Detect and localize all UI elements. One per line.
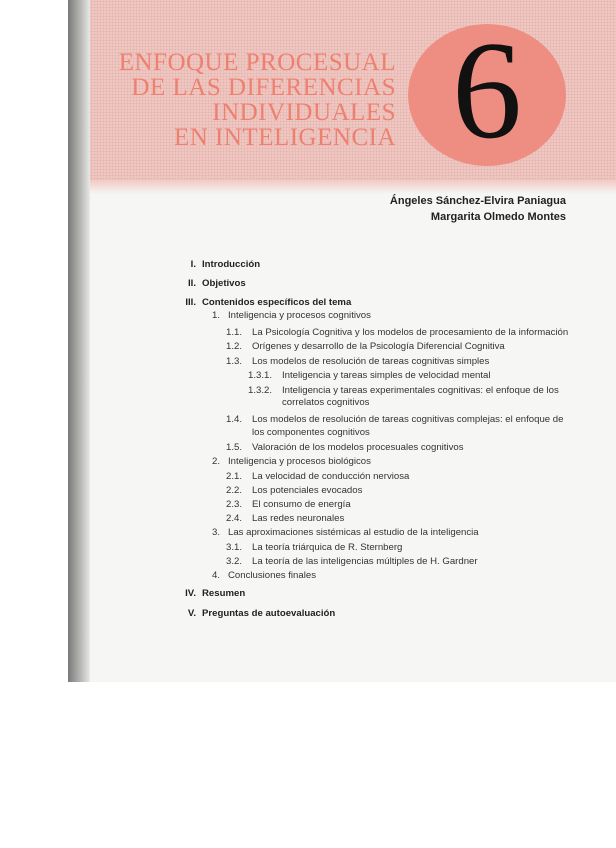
toc-item [226, 512, 344, 525]
toc-text: los componentes cognitivos [252, 427, 370, 438]
toc-number: 1.3.1. [248, 370, 273, 381]
toc-text: Orígenes y desarrollo de la Psicología Diferencial Cognitiva [252, 341, 505, 352]
toc-text: La Psicología Cognitiva y los modelos de procesamiento de la información [252, 327, 569, 338]
toc-number: 2.2. [226, 485, 243, 496]
authors-block [390, 193, 566, 225]
toc-item [226, 470, 409, 483]
toc-item [212, 309, 371, 322]
toc-item [226, 355, 489, 368]
toc-section [172, 587, 245, 600]
toc-item [226, 441, 464, 454]
toc-number: 1.2. [226, 341, 243, 352]
toc-text: El consumo de energía [252, 499, 351, 510]
toc-item [226, 541, 402, 554]
chapter-title-line: DE LAS DIFERENCIAS [131, 74, 396, 101]
toc-number: 1.4. [226, 414, 243, 425]
toc-section [172, 607, 335, 620]
toc-item [212, 569, 316, 582]
toc-text: Los modelos de resolución de tareas cognitivas complejas: el enfoque de [252, 414, 564, 425]
toc-item-continuation [282, 396, 369, 409]
toc-text: Introducción [202, 259, 261, 270]
toc-number: III. [185, 297, 196, 308]
toc-text: La teoría triárquica de R. Sternberg [252, 542, 403, 553]
book-spine-shadow [68, 0, 90, 682]
chapter-title-line: ENFOQUE PROCESUAL [118, 49, 396, 76]
toc-number: 3. [212, 527, 221, 538]
toc-number: 2. [212, 456, 221, 467]
toc-item [226, 498, 351, 511]
chapter-title-line: INDIVIDUALES [212, 99, 396, 126]
toc-text: Resumen [202, 588, 246, 599]
toc-item [226, 340, 505, 353]
author-name: Ángeles Sánchez-Elvira Paniagua [389, 195, 566, 207]
toc-number: 2.4. [226, 513, 243, 524]
toc-text: Preguntas de autoevaluación [202, 608, 336, 619]
toc-number: 1.3.2. [248, 385, 273, 396]
toc-text: Conclusiones finales [228, 570, 316, 581]
toc-text: Valoración de los modelos procesuales cognitivos [252, 442, 464, 453]
toc-item-continuation [252, 426, 370, 439]
toc-number: 4. [212, 570, 221, 581]
toc-text: Inteligencia y tareas experimentales cognitivas: el enfoque de los [282, 385, 559, 396]
chapter-number: 6 [452, 13, 522, 168]
toc-text: La teoría de las inteligencias múltiples de H. Gardner [252, 556, 478, 567]
toc-item [212, 455, 371, 468]
toc-item [226, 484, 362, 497]
toc-text: Las aproximaciones sistémicas al estudio de la inteligencia [228, 527, 479, 538]
toc-text: Los modelos de resolución de tareas cognitivas simples [252, 356, 490, 367]
toc-text: La velocidad de conducción nerviosa [252, 471, 410, 482]
toc-item [226, 555, 478, 568]
toc-text: Inteligencia y tareas simples de velocidad mental [282, 370, 491, 381]
toc-section [172, 258, 260, 271]
toc-number: II. [188, 278, 196, 289]
toc-text: Los potenciales evocados [252, 485, 363, 496]
toc-number: 1. [212, 310, 221, 321]
toc-number: 3.1. [226, 542, 243, 553]
toc-item [248, 369, 491, 382]
toc-text: Las redes neuronales [252, 513, 345, 524]
toc-number: V. [187, 608, 196, 619]
toc-number: I. [190, 259, 196, 270]
toc-item [226, 413, 563, 426]
toc-item [226, 326, 568, 339]
toc-number: 1.1. [226, 327, 243, 338]
toc-text: Objetivos [202, 278, 246, 289]
toc-text: Inteligencia y procesos biológicos [228, 456, 371, 467]
toc-text: Contenidos específicos del tema [202, 297, 352, 308]
chapter-title-line: EN INTELIGENCIA [173, 124, 396, 151]
toc-item [212, 526, 479, 539]
chapter-title [96, 50, 396, 150]
toc-number: 3.2. [226, 556, 243, 567]
toc-section [172, 296, 351, 309]
toc-number: IV. [185, 588, 196, 599]
toc-number: 2.3. [226, 499, 243, 510]
toc-section [172, 277, 246, 290]
toc-number: 1.3. [226, 356, 243, 367]
toc-number: 2.1. [226, 471, 243, 482]
author-name: Margarita Olmedo Montes [430, 211, 566, 223]
toc-number: 1.5. [226, 442, 243, 453]
toc-text: correlatos cognitivos [282, 397, 370, 408]
toc-text: Inteligencia y procesos cognitivos [228, 310, 371, 321]
